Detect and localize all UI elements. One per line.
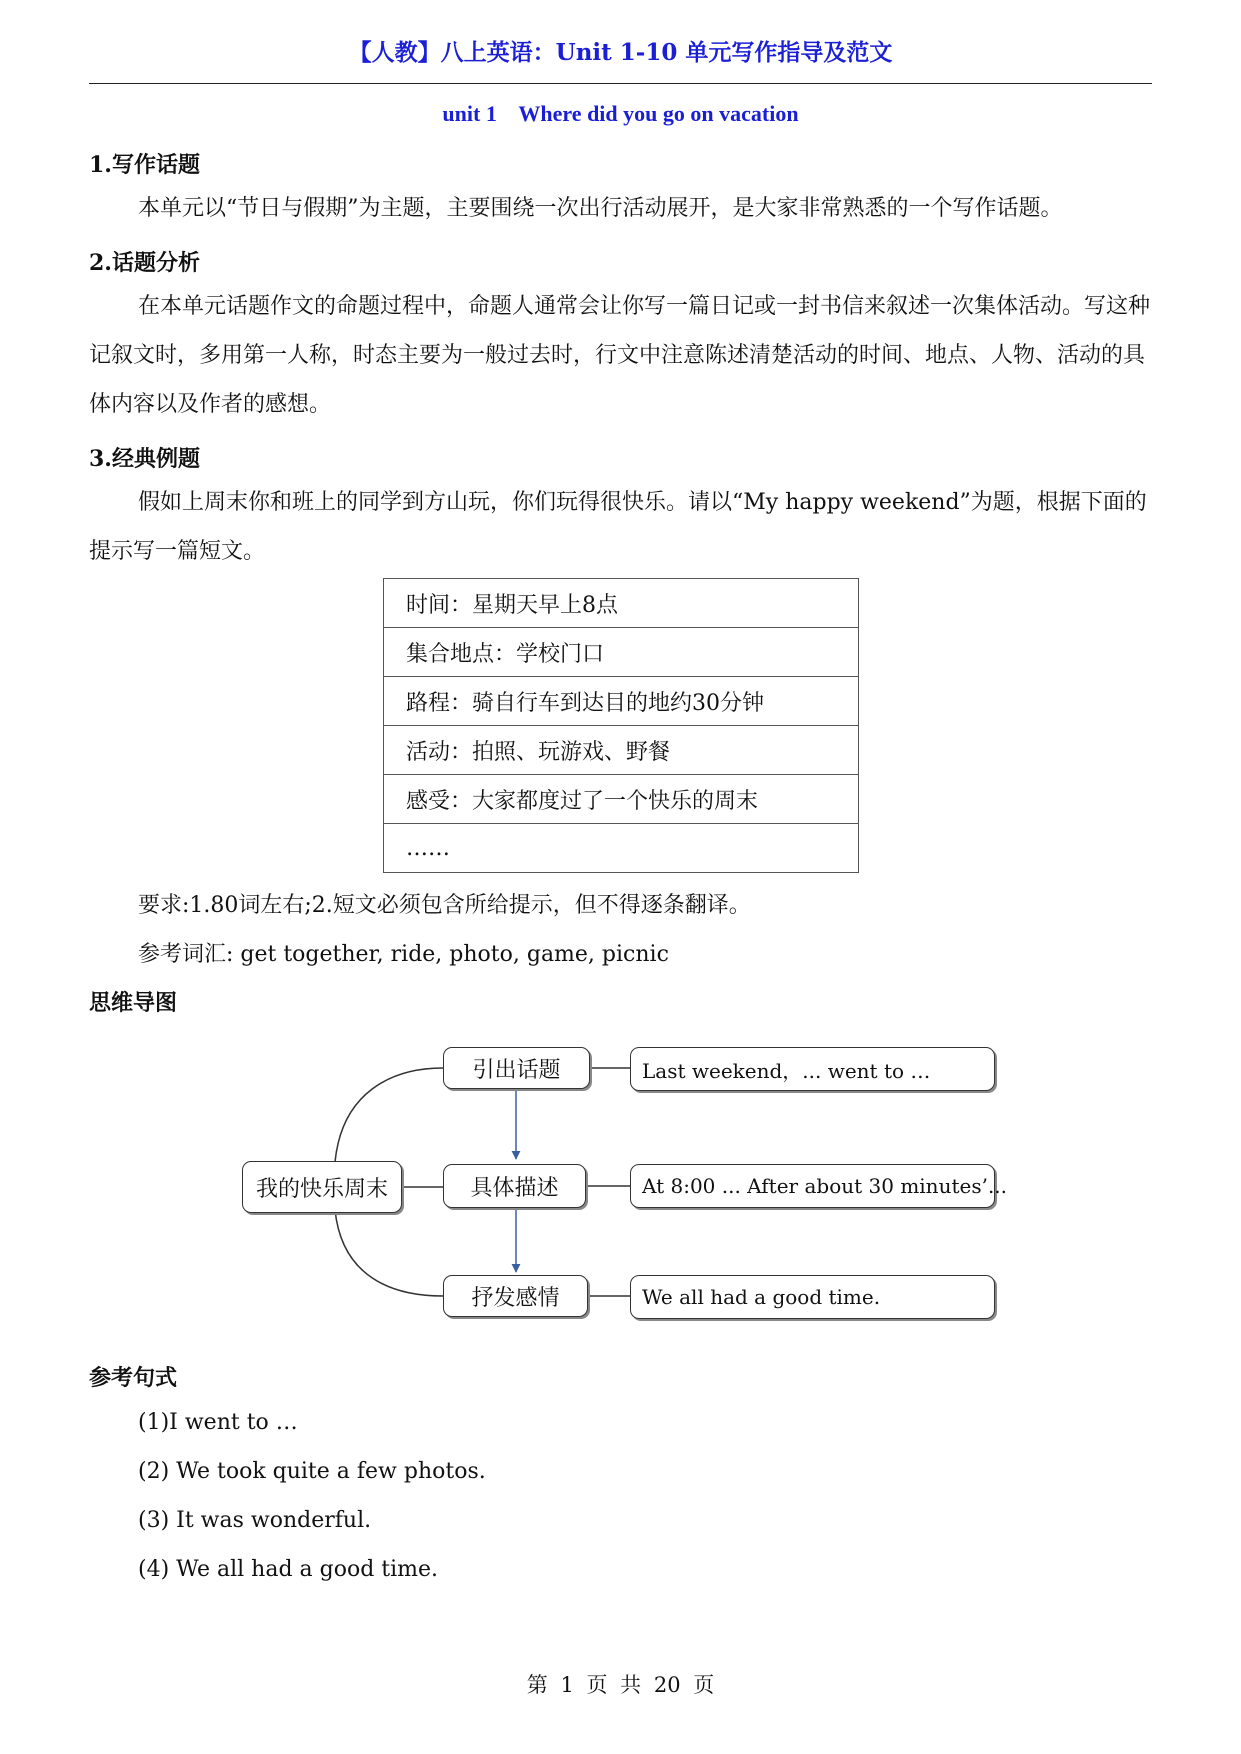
header-rule [89,83,1152,84]
reference-sentence: (1)I went to … [138,1410,298,1435]
reference-sentence: (2) We took quite a few photos. [138,1459,486,1484]
section2-heading: 2.话题分析 [89,250,200,276]
hints-table [383,578,859,873]
section3-paragraph [89,478,1155,576]
connector-root-to-top [335,1068,443,1162]
mind-map-sentence-2: At 8:00 ... After about 30 minutes’... [630,1164,995,1208]
mind-map [232,1032,1008,1332]
table-row [384,775,859,824]
table-cell: 感受：大家都度过了一个快乐的周末 [384,775,859,824]
mind-map-step-3: 抒发感情 [443,1275,588,1317]
table-cell: 路程：骑自行车到达目的地约30分钟 [384,677,859,726]
table-cell: 集合地点：学校门口 [384,628,859,677]
table-row [384,824,859,873]
table-cell: …… [384,824,859,873]
reference-sentence: (4) We all had a good time. [138,1557,439,1582]
section1-heading: 1.写作话题 [89,152,200,178]
table-cell: 活动：拍照、玩游戏、野餐 [384,726,859,775]
table-row [384,579,859,628]
document-header: 【人教】八上英语：Unit 1-10 单元写作指导及范文 [348,39,893,66]
mind-map-step-1: 引出话题 [443,1047,590,1089]
reference-heading: 参考句式 [89,1365,178,1391]
mind-map-step-2: 具体描述 [443,1164,586,1208]
unit-title: unit 1 Where did you go on vacation [442,101,799,126]
table-row [384,726,859,775]
table-row [384,677,859,726]
section2-paragraph [89,282,1155,429]
mind-map-sentence-3: We all had a good time. [630,1275,995,1319]
requirement-text: 要求:1.80词左右;2.短文必须包含所给提示，但不得逐条翻译。 [138,893,751,918]
section1-text: 本单元以“节日与假期”为主题，主要围绕一次出行活动展开，是大家非常熟悉的一个写作话题。 [138,196,1063,221]
mind-map-heading: 思维导图 [89,990,178,1016]
table-row [384,628,859,677]
section1-paragraph [89,184,1155,233]
mind-map-root: 我的快乐周末 [242,1161,402,1213]
section3-heading: 3.经典例题 [89,446,200,472]
vocabulary-text: 参考词汇: get together, ride, photo, game, picnic [138,942,669,967]
section2-text: 在本单元话题作文的命题过程中，命题人通常会让你写一篇日记或一封书信来叙述一次集体活动。写这种记叙文时，多用第一人称，时态主要为一般过去时，行文中注意陈述清楚活动的时间、地点、人物、活动的具体内容以及作者的感想。 [89,294,1151,417]
mind-map-sentence-1: Last weekend，... went to … [630,1047,995,1091]
page-footer: 第 1 页 共 20 页 [526,1673,715,1697]
connector-root-to-bottom [335,1210,443,1296]
section3-text: 假如上周末你和班上的同学到方山玩，你们玩得很快乐。请以“My happy weekend”为题，根据下面的提示写一篇短文。 [89,490,1147,564]
table-cell: 时间：星期天早上8点 [384,579,859,628]
reference-sentence: (3) It was wonderful. [138,1508,372,1533]
